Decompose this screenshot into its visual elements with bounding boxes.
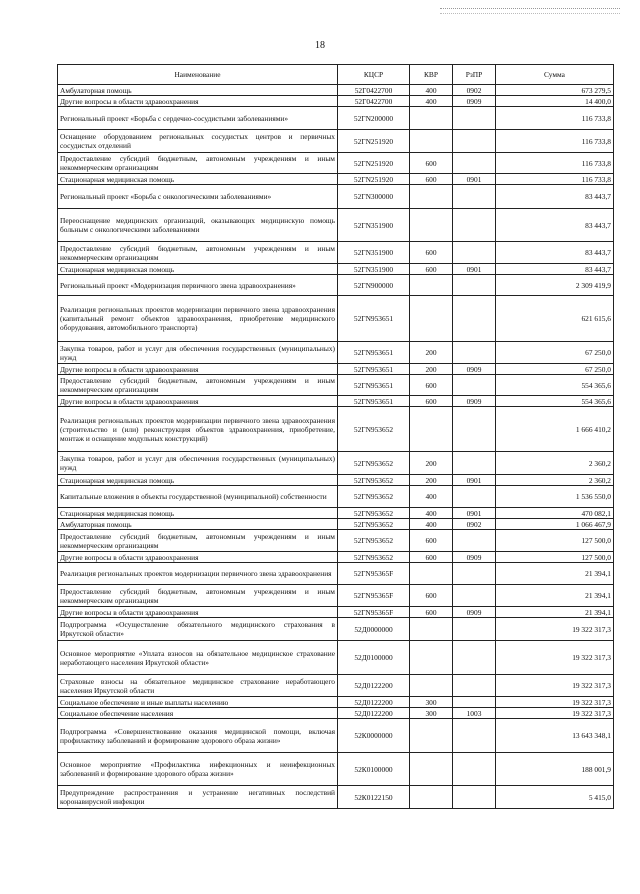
cell-kvr	[410, 209, 453, 242]
cell-rzpr	[453, 753, 496, 786]
cell-kcsr: 52ГN200000	[338, 107, 410, 130]
cell-rzpr: 0901	[453, 264, 496, 275]
cell-kvr	[410, 786, 453, 809]
cell-rzpr: 0902	[453, 85, 496, 96]
cell-rzpr	[453, 719, 496, 753]
table-row	[58, 296, 614, 342]
cell-name: Стационарная медицинская помощь	[58, 475, 338, 486]
budget-table	[57, 64, 614, 809]
cell-kvr: 300	[410, 708, 453, 719]
table-row	[58, 264, 614, 275]
cell-name: Страховые взносы на обязательное медицинское страхование неработающего населения Иркутской области	[58, 675, 338, 697]
cell-name: Другие вопросы в области здравоохранения	[58, 96, 338, 107]
table-row	[58, 708, 614, 719]
cell-kcsr: 52ГN953652	[338, 407, 410, 452]
cell-kcsr: 52ГN953652	[338, 552, 410, 563]
cell-rzpr: 0901	[453, 508, 496, 519]
cell-kvr: 200	[410, 475, 453, 486]
table-row	[58, 275, 614, 296]
cell-kcsr: 52ГN95365F	[338, 607, 410, 618]
cell-name: Другие вопросы в области здравоохранения	[58, 396, 338, 407]
cell-name: Другие вопросы в области здравоохранения	[58, 552, 338, 563]
cell-rzpr: 0909	[453, 607, 496, 618]
cell-name: Реализация региональных проектов модернизации первичного звена здравоохранения (строительство и (или) реконструкция объектов здравоохранения, приобретение, монтаж и оснащение модульных конструкций)	[58, 407, 338, 452]
cell-kvr	[410, 130, 453, 153]
table-row	[58, 185, 614, 209]
cell-sum: 19 322 317,3	[496, 618, 614, 641]
cell-kcsr: 52ГN251920	[338, 153, 410, 174]
cell-kcsr: 52ГN300000	[338, 185, 410, 209]
cell-rzpr	[453, 275, 496, 296]
cell-rzpr	[453, 563, 496, 585]
cell-sum: 116 733,8	[496, 174, 614, 185]
cell-kcsr: 52ГN953652	[338, 519, 410, 530]
table-row	[58, 675, 614, 697]
cell-kvr: 600	[410, 174, 453, 185]
cell-kvr	[410, 675, 453, 697]
cell-name: Региональный проект «Борьба с онкологическими заболеваниями»	[58, 185, 338, 209]
cell-kvr: 600	[410, 552, 453, 563]
cell-kcsr: 52ГN953652	[338, 486, 410, 508]
cell-sum: 554 365,6	[496, 375, 614, 396]
cell-kvr: 400	[410, 508, 453, 519]
cell-name: Реализация региональных проектов модернизации первичного звена здравоохранения (капитальный ремонт объектов здравоохранения, приобретение медицинского оборудования, автомобильного транспорта)	[58, 296, 338, 342]
cell-sum: 2 360,2	[496, 475, 614, 486]
table-row	[58, 242, 614, 264]
cell-kvr: 400	[410, 85, 453, 96]
cell-sum: 19 322 317,3	[496, 675, 614, 697]
cell-sum: 19 322 317,3	[496, 708, 614, 719]
cell-kcsr: 52ГN351900	[338, 209, 410, 242]
table-row	[58, 618, 614, 641]
cell-kvr: 600	[410, 375, 453, 396]
table-row	[58, 130, 614, 153]
cell-sum: 19 322 317,3	[496, 641, 614, 675]
cell-rzpr: 0909	[453, 396, 496, 407]
table-row	[58, 519, 614, 530]
cell-name: Другие вопросы в области здравоохранения	[58, 607, 338, 618]
cell-kvr	[410, 618, 453, 641]
cell-name: Переоснащение медицинских организаций, оказывающих медицинскую помощь больным с онкологическими заболеваниями	[58, 209, 338, 242]
header-sum: Сумма	[496, 65, 614, 85]
cell-sum: 188 001,9	[496, 753, 614, 786]
cell-name: Предоставление субсидий бюджетным, автономным учреждениям и иным некоммерческим организациям	[58, 242, 338, 264]
cell-sum: 14 400,0	[496, 96, 614, 107]
table-row	[58, 407, 614, 452]
cell-rzpr: 0909	[453, 364, 496, 375]
cell-kvr: 400	[410, 96, 453, 107]
cell-rzpr	[453, 209, 496, 242]
cell-rzpr	[453, 185, 496, 209]
cell-kcsr: 52ГN953652	[338, 508, 410, 519]
cell-sum: 127 500,0	[496, 552, 614, 563]
cell-name: Подпрограмма «Совершенствование оказания медицинской помощи, включая профилактику заболеваний и формирование здорового образа жизни»	[58, 719, 338, 753]
table-row	[58, 719, 614, 753]
cell-rzpr	[453, 697, 496, 708]
table-row	[58, 396, 614, 407]
cell-sum: 83 443,7	[496, 209, 614, 242]
cell-kcsr: 52Д0000000	[338, 618, 410, 641]
cell-sum: 21 394,1	[496, 607, 614, 618]
cell-sum: 116 733,8	[496, 130, 614, 153]
cell-kvr	[410, 275, 453, 296]
cell-name: Социальное обеспечение населения	[58, 708, 338, 719]
cell-kcsr: 52ГN95365F	[338, 563, 410, 585]
table-row	[58, 174, 614, 185]
cell-kvr	[410, 753, 453, 786]
cell-rzpr: 0909	[453, 96, 496, 107]
cell-sum: 19 322 317,3	[496, 697, 614, 708]
cell-sum: 67 250,0	[496, 342, 614, 364]
cell-sum: 673 279,5	[496, 85, 614, 96]
cell-name: Подпрограмма «Осуществление обязательного медицинского страхования в Иркутской области»	[58, 618, 338, 641]
cell-kcsr: 52ГN953651	[338, 396, 410, 407]
cell-name: Предоставление субсидий бюджетным, автономным учреждениям и иным некоммерческим организациям	[58, 375, 338, 396]
cell-rzpr	[453, 130, 496, 153]
cell-sum: 1 536 550,0	[496, 486, 614, 508]
table-row	[58, 452, 614, 475]
table-header-row	[58, 65, 614, 85]
table-row	[58, 342, 614, 364]
cell-rzpr: 1003	[453, 708, 496, 719]
cell-rzpr	[453, 675, 496, 697]
cell-name: Региональный проект «Борьба с сердечно-сосудистыми заболеваниями»	[58, 107, 338, 130]
cell-kvr: 600	[410, 264, 453, 275]
table-row	[58, 508, 614, 519]
table-row	[58, 530, 614, 552]
cell-kcsr: 52ГN351900	[338, 264, 410, 275]
cell-kcsr: 52ГN251920	[338, 174, 410, 185]
cell-kcsr: 52К0122150	[338, 786, 410, 809]
cell-sum: 5 415,0	[496, 786, 614, 809]
cell-name: Стационарная медицинская помощь	[58, 264, 338, 275]
cell-sum: 83 443,7	[496, 242, 614, 264]
cell-sum: 2 309 419,9	[496, 275, 614, 296]
table-row	[58, 697, 614, 708]
cell-kcsr: 52ГN953651	[338, 375, 410, 396]
table-row	[58, 375, 614, 396]
cell-kvr: 600	[410, 607, 453, 618]
table-row	[58, 753, 614, 786]
cell-rzpr: 0909	[453, 552, 496, 563]
scan-edge-marks	[440, 8, 620, 14]
table-row	[58, 107, 614, 130]
table-body	[58, 85, 614, 809]
table-row	[58, 585, 614, 607]
cell-rzpr	[453, 530, 496, 552]
cell-kcsr: 52Г0422700	[338, 96, 410, 107]
cell-kvr	[410, 107, 453, 130]
cell-name: Предоставление субсидий бюджетным, автономным учреждениям и иным некоммерческим организациям	[58, 153, 338, 174]
header-rzpr: РзПР	[453, 65, 496, 85]
cell-kvr	[410, 407, 453, 452]
table-row	[58, 607, 614, 618]
cell-kcsr: 52ГN953651	[338, 342, 410, 364]
cell-rzpr	[453, 342, 496, 364]
cell-kcsr: 52Г0422700	[338, 85, 410, 96]
table-row	[58, 96, 614, 107]
header-kvr: КВР	[410, 65, 453, 85]
cell-kvr	[410, 296, 453, 342]
cell-name: Закупка товаров, работ и услуг для обеспечения государственных (муниципальных) нужд	[58, 342, 338, 364]
cell-rzpr	[453, 242, 496, 264]
cell-name: Амбулаторная помощь	[58, 85, 338, 96]
table-row	[58, 486, 614, 508]
cell-name: Закупка товаров, работ и услуг для обеспечения государственных (муниципальных) нужд	[58, 452, 338, 475]
cell-sum: 21 394,1	[496, 585, 614, 607]
cell-kcsr: 52ГN95365F	[338, 585, 410, 607]
cell-name: Предупреждение распространения и устранение негативных последствий коронавирусной инфекции	[58, 786, 338, 809]
table-row	[58, 552, 614, 563]
cell-kvr	[410, 185, 453, 209]
cell-sum: 127 500,0	[496, 530, 614, 552]
cell-rzpr	[453, 375, 496, 396]
cell-kvr: 600	[410, 242, 453, 264]
cell-rzpr	[453, 618, 496, 641]
cell-sum: 116 733,8	[496, 153, 614, 174]
table-row	[58, 641, 614, 675]
table-row	[58, 209, 614, 242]
cell-kcsr: 52ГN953652	[338, 475, 410, 486]
cell-kvr: 200	[410, 452, 453, 475]
header-name: Наименование	[58, 65, 338, 85]
cell-rzpr	[453, 585, 496, 607]
cell-name: Социальное обеспечение и иные выплаты населению	[58, 697, 338, 708]
cell-kcsr: 52ГN251920	[338, 130, 410, 153]
cell-sum: 83 443,7	[496, 264, 614, 275]
cell-kcsr: 52Д0122200	[338, 697, 410, 708]
cell-sum: 470 082,1	[496, 508, 614, 519]
cell-kcsr: 52Д0122200	[338, 708, 410, 719]
cell-kcsr: 52Д0122200	[338, 675, 410, 697]
cell-kvr: 200	[410, 342, 453, 364]
cell-sum: 621 615,6	[496, 296, 614, 342]
cell-rzpr	[453, 786, 496, 809]
table-row	[58, 153, 614, 174]
cell-sum: 13 643 348,1	[496, 719, 614, 753]
cell-kvr	[410, 719, 453, 753]
cell-kvr: 600	[410, 585, 453, 607]
cell-kvr	[410, 641, 453, 675]
cell-rzpr	[453, 452, 496, 475]
cell-rzpr	[453, 296, 496, 342]
cell-kcsr: 52К0100000	[338, 753, 410, 786]
cell-sum: 67 250,0	[496, 364, 614, 375]
cell-kvr: 300	[410, 697, 453, 708]
cell-kcsr: 52ГN351900	[338, 242, 410, 264]
cell-name: Амбулаторная помощь	[58, 519, 338, 530]
cell-kvr: 400	[410, 486, 453, 508]
cell-sum: 21 394,1	[496, 563, 614, 585]
cell-sum: 2 360,2	[496, 452, 614, 475]
cell-name: Основное мероприятие «Уплата взносов на обязательное медицинское страхование неработающего населения Иркутской области»	[58, 641, 338, 675]
cell-name: Предоставление субсидий бюджетным, автономным учреждениям и иным некоммерческим организациям	[58, 585, 338, 607]
cell-name: Предоставление субсидий бюджетным, автономным учреждениям и иным некоммерческим организациям	[58, 530, 338, 552]
cell-name: Капитальные вложения в объекты государственной (муниципальной) собственности	[58, 486, 338, 508]
cell-sum: 1 666 410,2	[496, 407, 614, 452]
cell-name: Оснащение оборудованием региональных сосудистых центров и первичных сосудистых отделений	[58, 130, 338, 153]
cell-sum: 83 443,7	[496, 185, 614, 209]
table-row	[58, 364, 614, 375]
cell-name: Реализация региональных проектов модернизации первичного звена здравоохранения	[58, 563, 338, 585]
table-row	[58, 786, 614, 809]
page-number: 18	[315, 40, 325, 51]
cell-kvr: 200	[410, 364, 453, 375]
cell-rzpr	[453, 641, 496, 675]
cell-kcsr: 52К0000000	[338, 719, 410, 753]
cell-sum: 554 365,6	[496, 396, 614, 407]
cell-kcsr: 52Д0100000	[338, 641, 410, 675]
table-row	[58, 563, 614, 585]
table-row	[58, 85, 614, 96]
cell-kvr: 600	[410, 396, 453, 407]
cell-kvr	[410, 563, 453, 585]
cell-kvr: 400	[410, 519, 453, 530]
cell-name: Стационарная медицинская помощь	[58, 508, 338, 519]
cell-kcsr: 52ГN953652	[338, 452, 410, 475]
cell-kvr: 600	[410, 530, 453, 552]
cell-rzpr: 0901	[453, 174, 496, 185]
cell-name: Основное мероприятие «Профилактика инфекционных и неинфекционных заболеваний и формирование здорового образа жизни»	[58, 753, 338, 786]
cell-rzpr	[453, 153, 496, 174]
cell-rzpr: 0901	[453, 475, 496, 486]
header-kcsr: КЦСР	[338, 65, 410, 85]
cell-rzpr: 0902	[453, 519, 496, 530]
cell-rzpr	[453, 407, 496, 452]
cell-kcsr: 52ГN953651	[338, 296, 410, 342]
cell-kcsr: 52ГN953652	[338, 530, 410, 552]
cell-rzpr	[453, 486, 496, 508]
cell-name: Региональный проект «Модернизация первичного звена здравоохранения»	[58, 275, 338, 296]
table-row	[58, 475, 614, 486]
cell-name: Другие вопросы в области здравоохранения	[58, 364, 338, 375]
cell-rzpr	[453, 107, 496, 130]
cell-kvr: 600	[410, 153, 453, 174]
cell-kcsr: 52ГN953651	[338, 364, 410, 375]
cell-sum: 116 733,8	[496, 107, 614, 130]
cell-name: Стационарная медицинская помощь	[58, 174, 338, 185]
cell-sum: 1 066 467,9	[496, 519, 614, 530]
cell-kcsr: 52ГN900000	[338, 275, 410, 296]
